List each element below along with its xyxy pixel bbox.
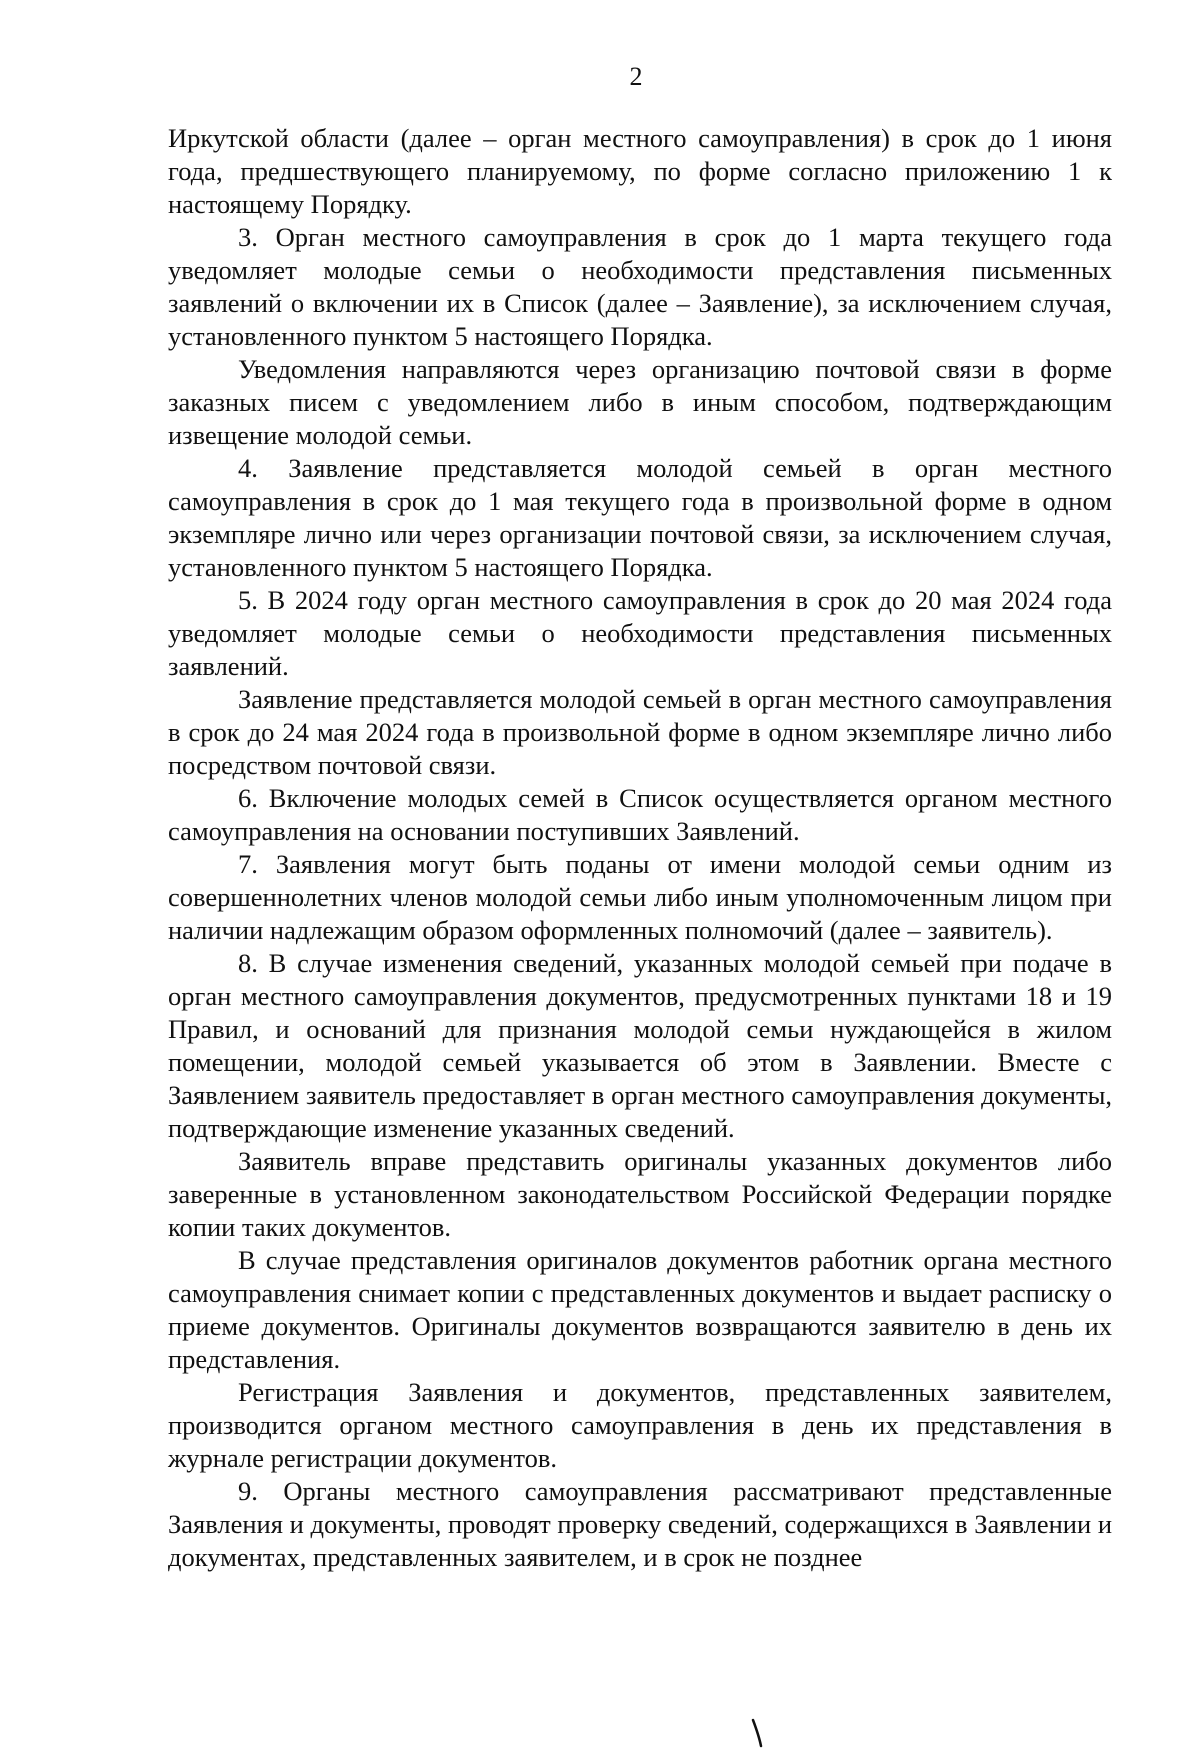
paragraph-item-8: 8. В случае изменения сведений, указанных молодой семьей при подаче в орган местного самоуправления документов, предусмотренных пунктами 18 и 19 Правил, и оснований для признания молодой семьи нуждающейся в жилом помещении, молодой семьей указывается об этом в Заявлении. Вместе с Заявлением заявитель предоставляет в орган местного самоуправления документы, подтверждающие изменение указанных сведений. — [168, 948, 1112, 1143]
paragraph-item-3: 3. Орган местного самоуправления в срок до 1 марта текущего года уведомляет молодые семьи о необходимости представления письменных заявлений о включении их в Список (далее – Заявление), за исключением случая, установленного пунктом 5 настоящего Порядка. — [168, 222, 1112, 351]
paragraph-item-7: 7. Заявления могут быть поданы от имени молодой семьи одним из совершеннолетних членов молодой семьи либо иным уполномоченным лицом при наличии надлежащим образом оформленных полномочий (далее – заявитель). — [168, 849, 1112, 945]
paragraph-continuation: Иркутской области (далее – орган местного самоуправления) в срок до 1 июня года, предшествующего планируемому, по форме согласно приложению 1 к настоящему Порядку. — [168, 123, 1112, 219]
paragraph-item-5-application: Заявление представляется молодой семьей в орган местного самоуправления в срок до 24 мая 2024 года в произвольной форме в одном экземпляре лично либо посредством почтовой связи. — [168, 684, 1112, 780]
document-body — [168, 122, 1112, 1574]
paragraph-item-4: 4. Заявление представляется молодой семьей в орган местного самоуправления в срок до 1 мая текущего года в произвольной форме в одном экземпляре лично или через организации почтовой связи, за исключением случая, установленного пунктом 5 настоящего Порядка. — [168, 453, 1112, 582]
paragraph-notifications: Уведомления направляются через организацию почтовой связи в форме заказных писем с уведомлением либо в иным способом, подтверждающим извещение молодой семьи. — [168, 354, 1112, 450]
paragraph-item-5: 5. В 2024 году орган местного самоуправления в срок до 20 мая 2024 года уведомляет молодые семьи о необходимости представления письменных заявлений. — [168, 585, 1112, 681]
page-number: 2 — [629, 62, 643, 91]
pen-stroke-mark — [750, 1718, 764, 1748]
paragraph-originals: Заявитель вправе представить оригиналы указанных документов либо заверенные в установленном законодательством Российской Федерации порядке копии таких документов. — [168, 1146, 1112, 1242]
paragraph-item-6: 6. Включение молодых семей в Список осуществляется органом местного самоуправления на основании поступивших Заявлений. — [168, 783, 1112, 846]
paragraph-registration: Регистрация Заявления и документов, представленных заявителем, производится органом местного самоуправления в день их представления в журнале регистрации документов. — [168, 1377, 1112, 1473]
paragraph-item-9: 9. Органы местного самоуправления рассматривают представленные Заявления и документы, проводят проверку сведений, содержащихся в Заявлении и документах, представленных заявителем, и в срок не позднее — [168, 1476, 1112, 1572]
paragraph-copies: В случае представления оригиналов документов работник органа местного самоуправления снимает копии с представленных документов и выдает расписку о приеме документов. Оригиналы документов возвращаются заявителю в день их представления. — [168, 1245, 1112, 1374]
